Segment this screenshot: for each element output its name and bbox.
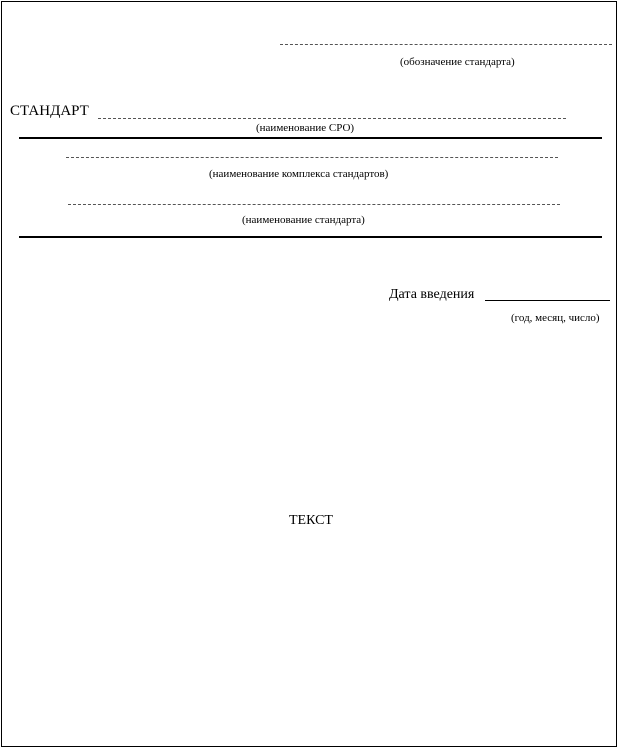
- intro-date-label: Дата введения: [389, 287, 475, 302]
- standards-complex-line: [66, 157, 558, 158]
- intro-date-line: [485, 300, 610, 301]
- body-text: ТЕКСТ: [289, 513, 333, 528]
- standards-complex-caption: (наименование комплекса стандартов): [209, 168, 389, 180]
- bottom-divider: [19, 236, 602, 238]
- sro-name-caption: (наименование СРО): [256, 122, 355, 134]
- document-page: [1, 1, 617, 747]
- standard-designation-line: [280, 44, 612, 45]
- standard-name-line: [68, 204, 560, 205]
- sro-name-line: [98, 118, 566, 119]
- standard-label: СТАНДАРТ: [10, 103, 89, 119]
- intro-date-caption: (год, месяц, число): [511, 312, 600, 324]
- standard-name-caption: (наименование стандарта): [242, 214, 365, 226]
- standard-designation-caption: (обозначение стандарта): [400, 56, 515, 68]
- top-divider: [19, 137, 602, 139]
